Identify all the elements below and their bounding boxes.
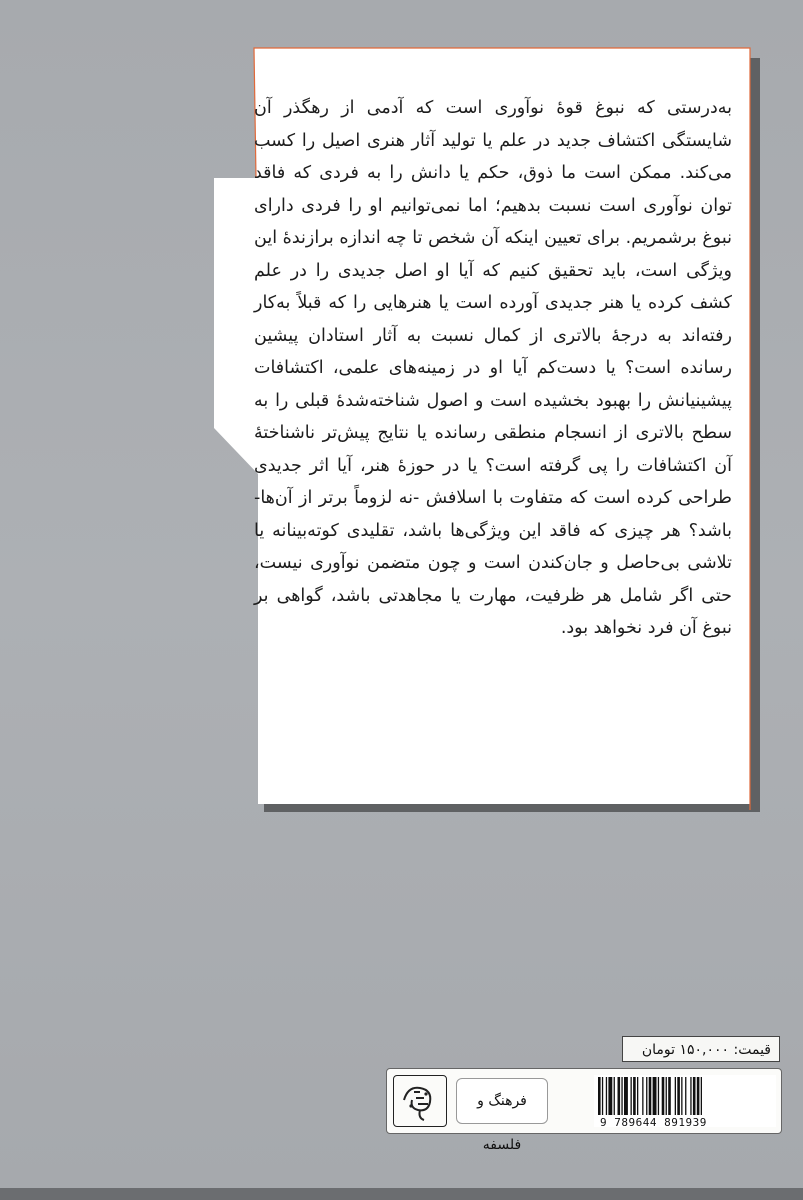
barcode-bar <box>658 1077 659 1115</box>
barcode-bar <box>646 1077 647 1115</box>
barcode-bar <box>637 1077 638 1115</box>
scan-edge-strip <box>0 1188 803 1200</box>
barcode-bar <box>662 1077 665 1115</box>
barcode-bar <box>598 1077 601 1115</box>
publisher-logo-icon <box>393 1075 447 1127</box>
barcode-bar <box>701 1077 702 1115</box>
isbn-number: 9 789644 891939 <box>600 1116 707 1129</box>
barcode-bar <box>649 1077 652 1115</box>
barcode-bar <box>642 1077 643 1115</box>
barcode-bar <box>606 1077 607 1115</box>
barcode-bar <box>681 1077 682 1115</box>
barcode-bar <box>666 1077 667 1115</box>
barcode-bar <box>653 1077 657 1115</box>
barcode-bar <box>633 1077 636 1115</box>
barcode-bar <box>608 1077 612 1115</box>
barcode-bar <box>675 1077 676 1115</box>
price-label: قیمت: ۱۵۰,۰۰۰ تومان <box>622 1036 780 1062</box>
barcode-bar <box>614 1077 615 1115</box>
barcode-bar <box>690 1077 691 1115</box>
barcode-bar <box>618 1077 621 1115</box>
barcode-bar <box>602 1077 603 1115</box>
barcode-bar <box>697 1077 700 1115</box>
excerpt-paragraph: به‌درستی که نبوغ قوهٔ نوآوری است که آدمی از رهگذر آن شایستگی اکتشاف جدید در علم یا تولید آثار هنری اصیل را کسب می‌کند. ممکن است ما ذوق، حکم یا دانش را به فردی که فاقد توان نوآوری است نسبت بدهیم؛ اما نمی‌توانیم او را فردی دارای نبوغ برشمریم. برای تعیین اینکه آن شخص تا چه اندازه برازندهٔ این ویژگی است، باید تحقیق کنیم که آیا او اصل جدیدی را در علم کشف کرده یا هنر جدیدی آورده است یا هنرهایی را که قبلاً به‌کار رفته‌اند به درجهٔ بالاتری از کمال نسبت به آثار استادان پیشین رسانده است؟ یا دست‌کم آیا او در زمینه‌های علمی، اکتشافات پیشینیانش را بهبود بخشیده است و اصول شناخته‌شدهٔ قبلی را به سطح بالاتری از انسجام منطقی رسانده یا نتایج پیش‌تر ناشناختهٔ آن اکتشافات را پی گرفته است؟ یا در حوزهٔ هنر، آیا اثر جدیدی طراحی کرده است که متفاوت با اسلافش -نه لزوماً برتر از آن‌ها- باشد؟ هر چیزی که فاقد این ویژگی‌ها باشد، تقلیدی کوته‌بینانه یا تلاشی بی‌حاصل و جان‌کندن است و چون متضمن نوآوری نیست، حتی اگر شامل هر ظرفیت، مهارت یا مجاهدتی باشد، گواهی بر نبوغ آن فرد نخواهد بود. <box>254 98 732 638</box>
barcode-bar <box>668 1077 671 1115</box>
barcode-bar <box>685 1077 686 1115</box>
barcode-bar <box>677 1077 680 1115</box>
barcode-bar <box>631 1077 632 1115</box>
barcode-bar <box>693 1077 696 1115</box>
back-cover-excerpt <box>254 92 732 645</box>
series-label: فرهنگ و فلسفه <box>456 1078 548 1124</box>
barcode-bar <box>624 1077 628 1115</box>
barcode-bar <box>621 1077 622 1115</box>
